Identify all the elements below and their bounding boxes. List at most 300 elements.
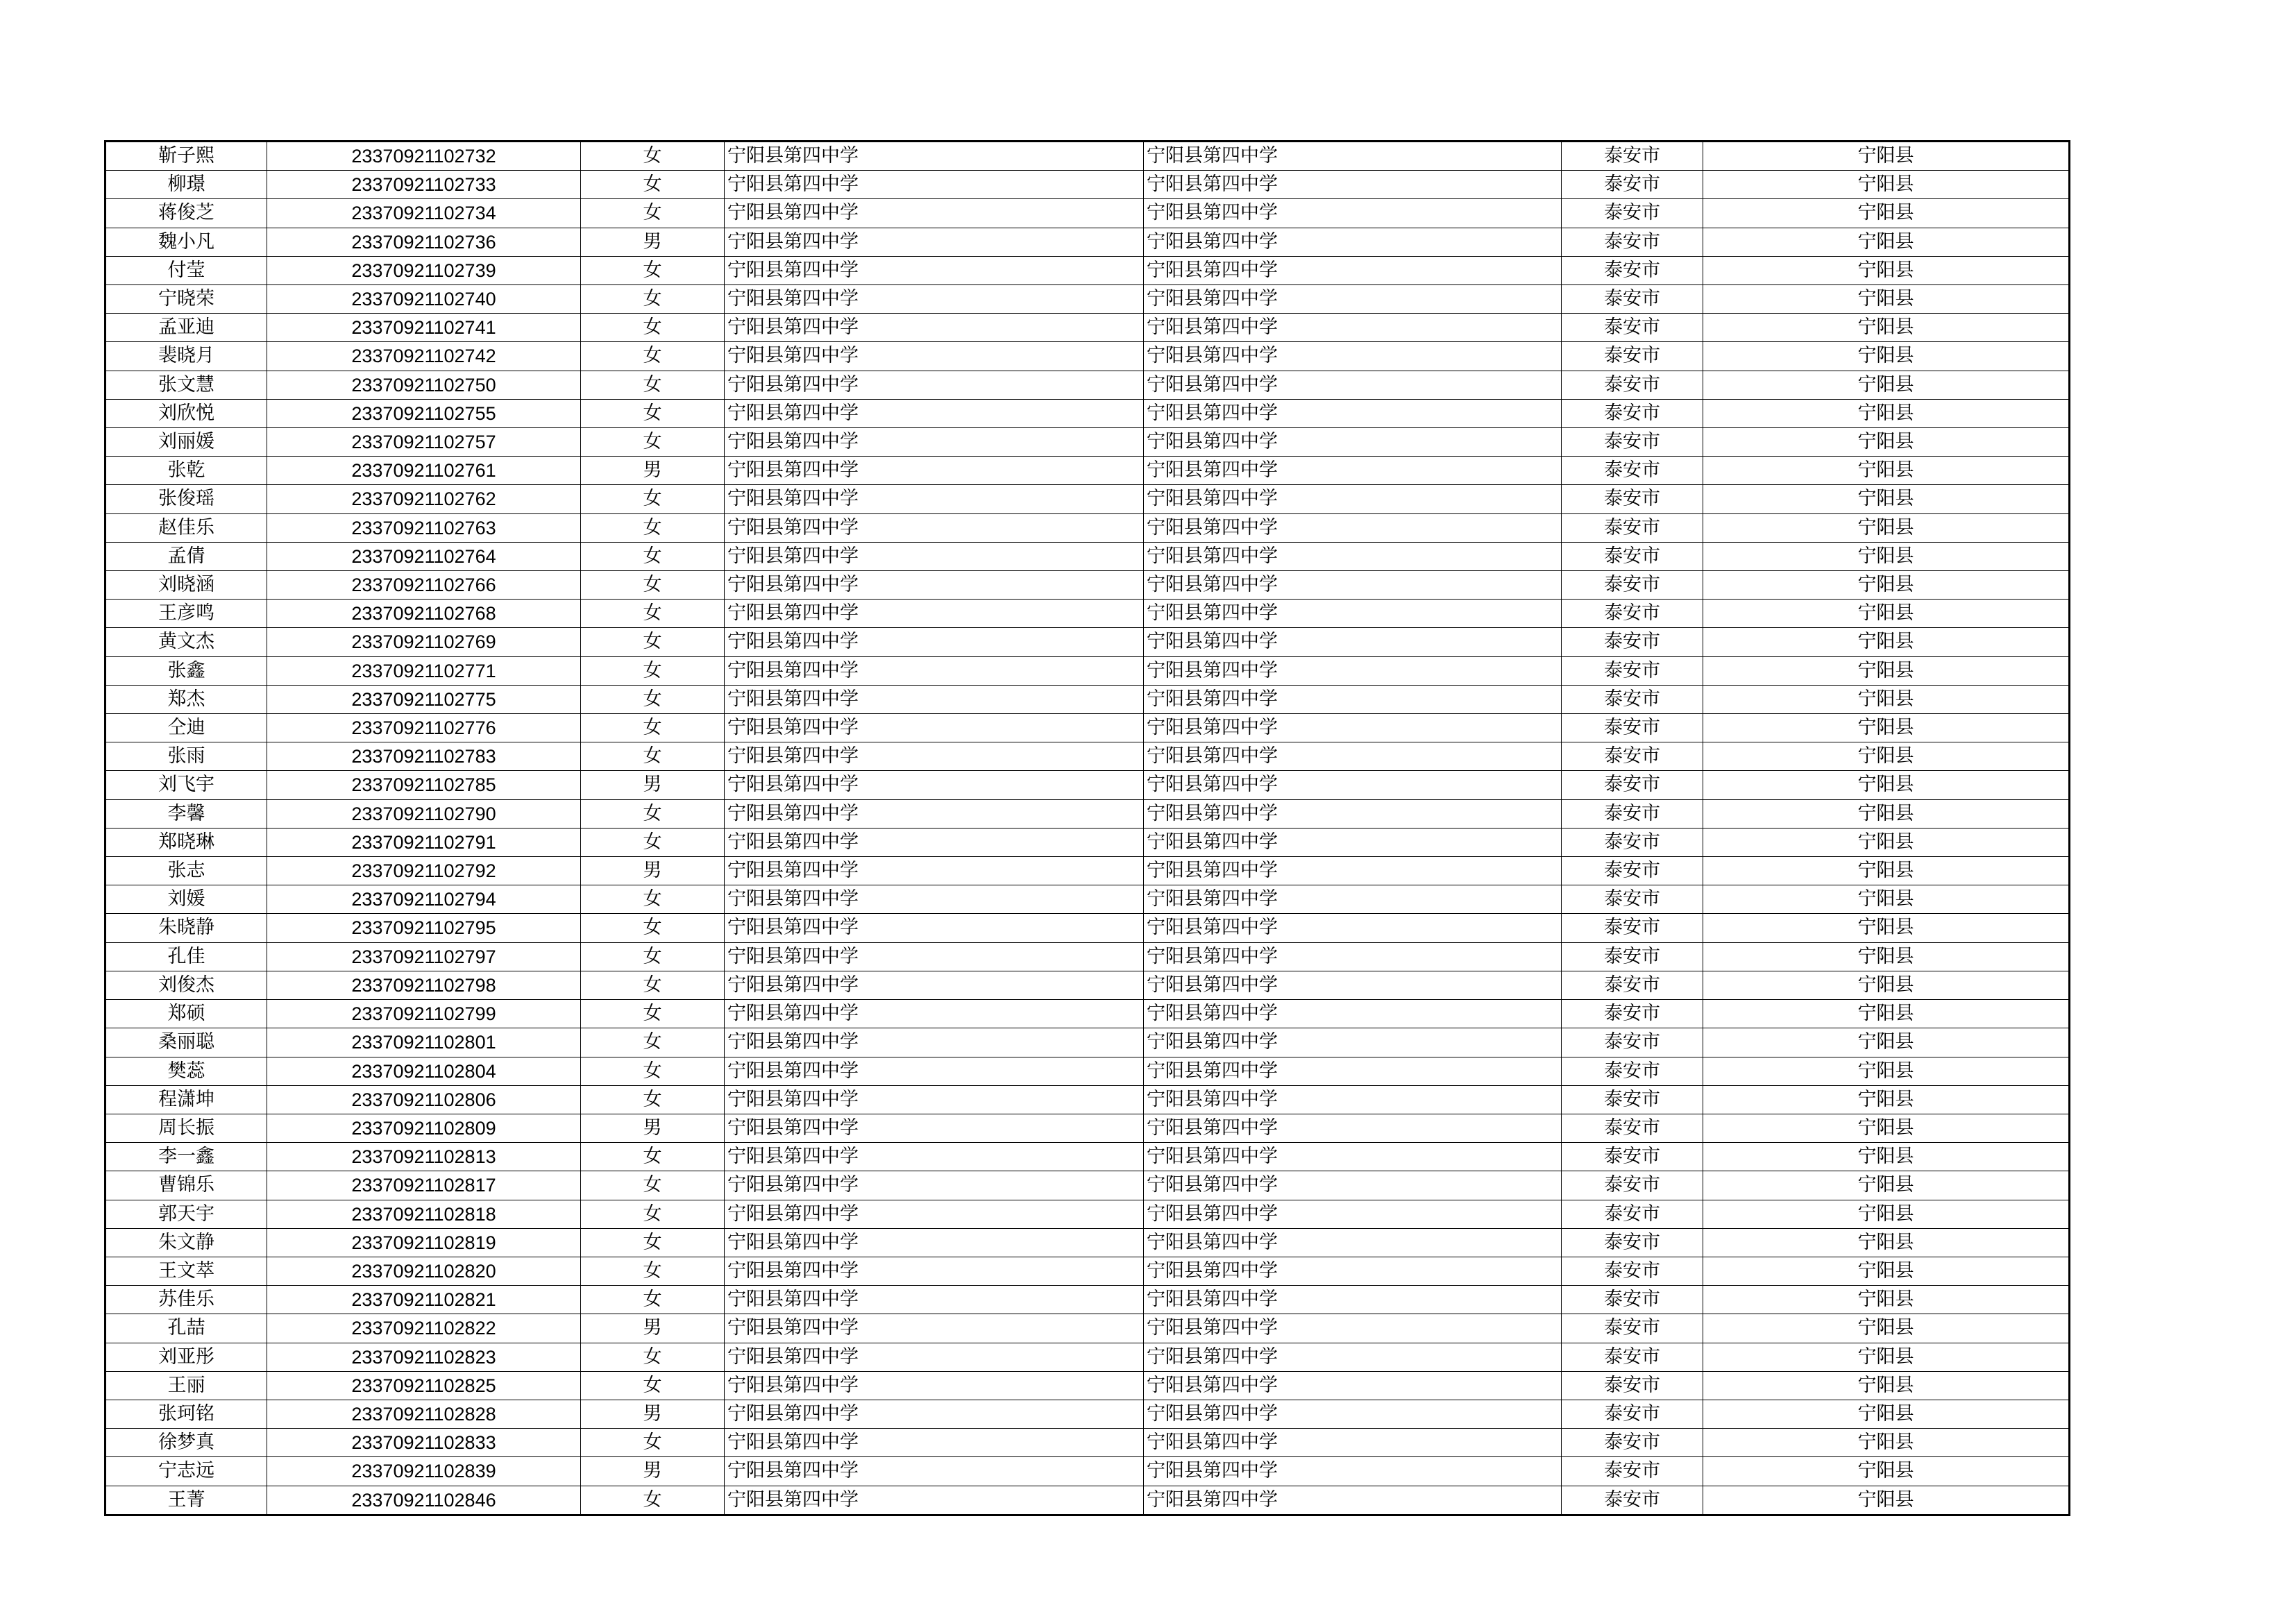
exam-id-cell: 23370921102804 [267,1057,581,1085]
gender-cell: 男 [581,857,725,885]
school-cell: 宁阳县第四中学 [725,571,1144,600]
table-row [105,1000,2070,1028]
table-row [105,457,2070,485]
city-cell: 泰安市 [1562,228,1703,256]
exam-id-cell: 23370921102739 [267,256,581,284]
gender-cell: 女 [581,1257,725,1285]
table-row [105,513,2070,542]
county-cell: 宁阳县 [1703,1000,2070,1028]
student-name-cell: 张鑫 [105,656,267,685]
city-cell: 泰安市 [1562,171,1703,199]
student-name-cell: 张雨 [105,742,267,771]
gender-cell: 女 [581,199,725,228]
table-row [105,1343,2070,1371]
school-cell: 宁阳县第四中学 [725,1257,1144,1285]
exam-id-cell: 23370921102764 [267,542,581,570]
school-cell: 宁阳县第四中学 [725,914,1144,942]
student-name-cell: 宁志远 [105,1457,267,1486]
table-row [105,1143,2070,1171]
exam-site-cell: 宁阳县第四中学 [1144,1486,1562,1515]
student-name-cell: 张文慧 [105,371,267,399]
county-cell: 宁阳县 [1703,199,2070,228]
exam-site-cell: 宁阳县第四中学 [1144,1400,1562,1428]
table-row [105,942,2070,971]
exam-site-cell: 宁阳县第四中学 [1144,1200,1562,1228]
gender-cell: 女 [581,1486,725,1515]
exam-id-cell: 23370921102771 [267,656,581,685]
city-cell: 泰安市 [1562,1457,1703,1486]
gender-cell: 女 [581,628,725,656]
city-cell: 泰安市 [1562,742,1703,771]
gender-cell: 女 [581,256,725,284]
county-cell: 宁阳县 [1703,1371,2070,1400]
city-cell: 泰安市 [1562,685,1703,713]
exam-id-cell: 23370921102790 [267,799,581,828]
exam-id-cell: 23370921102792 [267,857,581,885]
school-cell: 宁阳县第四中学 [725,1429,1144,1457]
city-cell: 泰安市 [1562,1028,1703,1057]
gender-cell: 女 [581,600,725,628]
exam-site-cell: 宁阳县第四中学 [1144,171,1562,199]
city-cell: 泰安市 [1562,1000,1703,1028]
gender-cell: 女 [581,1085,725,1114]
table-row [105,828,2070,856]
student-name-cell: 郑杰 [105,685,267,713]
student-name-cell: 张志 [105,857,267,885]
exam-site-cell: 宁阳县第四中学 [1144,513,1562,542]
exam-site-cell: 宁阳县第四中学 [1144,1343,1562,1371]
table-row [105,285,2070,314]
city-cell: 泰安市 [1562,1486,1703,1515]
gender-cell: 女 [581,142,725,171]
table-row [105,971,2070,999]
exam-id-cell: 23370921102733 [267,171,581,199]
county-cell: 宁阳县 [1703,1343,2070,1371]
table-row [105,1200,2070,1228]
exam-id-cell: 23370921102809 [267,1114,581,1142]
student-name-cell: 王丽 [105,1371,267,1400]
exam-site-cell: 宁阳县第四中学 [1144,1429,1562,1457]
exam-site-cell: 宁阳县第四中学 [1144,228,1562,256]
table-row [105,199,2070,228]
exam-site-cell: 宁阳县第四中学 [1144,342,1562,371]
roster-body [105,142,2070,1515]
table-row [105,685,2070,713]
exam-id-cell: 23370921102740 [267,285,581,314]
city-cell: 泰安市 [1562,628,1703,656]
table-row [105,742,2070,771]
school-cell: 宁阳县第四中学 [725,1085,1144,1114]
table-row [105,1057,2070,1085]
exam-id-cell: 23370921102821 [267,1286,581,1314]
gender-cell: 女 [581,1343,725,1371]
exam-site-cell: 宁阳县第四中学 [1144,199,1562,228]
county-cell: 宁阳县 [1703,1143,2070,1171]
city-cell: 泰安市 [1562,914,1703,942]
table-row [105,1486,2070,1515]
city-cell: 泰安市 [1562,571,1703,600]
city-cell: 泰安市 [1562,885,1703,914]
exam-id-cell: 23370921102757 [267,428,581,457]
gender-cell: 女 [581,314,725,342]
county-cell: 宁阳县 [1703,628,2070,656]
city-cell: 泰安市 [1562,485,1703,513]
school-cell: 宁阳县第四中学 [725,199,1144,228]
exam-id-cell: 23370921102817 [267,1171,581,1200]
county-cell: 宁阳县 [1703,256,2070,284]
table-row [105,399,2070,427]
exam-site-cell: 宁阳县第四中学 [1144,799,1562,828]
county-cell: 宁阳县 [1703,857,2070,885]
table-row [105,314,2070,342]
exam-site-cell: 宁阳县第四中学 [1144,1057,1562,1085]
exam-id-cell: 23370921102795 [267,914,581,942]
table-row [105,600,2070,628]
county-cell: 宁阳县 [1703,1171,2070,1200]
student-name-cell: 桑丽聪 [105,1028,267,1057]
city-cell: 泰安市 [1562,1343,1703,1371]
exam-id-cell: 23370921102794 [267,885,581,914]
student-name-cell: 刘丽媛 [105,428,267,457]
county-cell: 宁阳县 [1703,342,2070,371]
county-cell: 宁阳县 [1703,228,2070,256]
gender-cell: 女 [581,685,725,713]
student-name-cell: 郭天宇 [105,1200,267,1228]
gender-cell: 女 [581,1171,725,1200]
gender-cell: 女 [581,1200,725,1228]
table-row [105,1429,2070,1457]
gender-cell: 女 [581,571,725,600]
student-name-cell: 王文萃 [105,1257,267,1285]
city-cell: 泰安市 [1562,1085,1703,1114]
table-row [105,485,2070,513]
exam-id-cell: 23370921102823 [267,1343,581,1371]
exam-id-cell: 23370921102761 [267,457,581,485]
county-cell: 宁阳县 [1703,171,2070,199]
county-cell: 宁阳县 [1703,771,2070,799]
county-cell: 宁阳县 [1703,799,2070,828]
city-cell: 泰安市 [1562,1200,1703,1228]
gender-cell: 女 [581,1028,725,1057]
city-cell: 泰安市 [1562,142,1703,171]
student-name-cell: 程潇坤 [105,1085,267,1114]
school-cell: 宁阳县第四中学 [725,971,1144,999]
gender-cell: 男 [581,1400,725,1428]
county-cell: 宁阳县 [1703,1114,2070,1142]
exam-id-cell: 23370921102820 [267,1257,581,1285]
county-cell: 宁阳县 [1703,542,2070,570]
exam-id-cell: 23370921102762 [267,485,581,513]
school-cell: 宁阳县第四中学 [725,1371,1144,1400]
student-name-cell: 蒋俊芝 [105,199,267,228]
exam-site-cell: 宁阳县第四中学 [1144,857,1562,885]
county-cell: 宁阳县 [1703,714,2070,742]
table-row [105,171,2070,199]
school-cell: 宁阳县第四中学 [725,1143,1144,1171]
city-cell: 泰安市 [1562,1228,1703,1257]
exam-id-cell: 23370921102768 [267,600,581,628]
student-name-cell: 宁晓荣 [105,285,267,314]
student-name-cell: 靳子熙 [105,142,267,171]
exam-site-cell: 宁阳县第四中学 [1144,685,1562,713]
exam-site-cell: 宁阳县第四中学 [1144,656,1562,685]
county-cell: 宁阳县 [1703,457,2070,485]
school-cell: 宁阳县第四中学 [725,1114,1144,1142]
table-row [105,1114,2070,1142]
student-name-cell: 周长振 [105,1114,267,1142]
city-cell: 泰安市 [1562,1057,1703,1085]
gender-cell: 女 [581,428,725,457]
exam-id-cell: 23370921102818 [267,1200,581,1228]
exam-site-cell: 宁阳县第四中学 [1144,600,1562,628]
exam-site-cell: 宁阳县第四中学 [1144,1371,1562,1400]
county-cell: 宁阳县 [1703,1314,2070,1343]
gender-cell: 女 [581,799,725,828]
exam-site-cell: 宁阳县第四中学 [1144,942,1562,971]
exam-id-cell: 23370921102766 [267,571,581,600]
student-name-cell: 曹锦乐 [105,1171,267,1200]
exam-id-cell: 23370921102755 [267,399,581,427]
gender-cell: 女 [581,171,725,199]
student-name-cell: 王彦鸣 [105,600,267,628]
table-row [105,771,2070,799]
student-name-cell: 徐梦真 [105,1429,267,1457]
gender-cell: 女 [581,1000,725,1028]
table-row [105,1457,2070,1486]
table-row [105,1400,2070,1428]
county-cell: 宁阳县 [1703,1257,2070,1285]
school-cell: 宁阳县第四中学 [725,1171,1144,1200]
exam-site-cell: 宁阳县第四中学 [1144,1457,1562,1486]
school-cell: 宁阳县第四中学 [725,828,1144,856]
county-cell: 宁阳县 [1703,571,2070,600]
school-cell: 宁阳县第四中学 [725,942,1144,971]
city-cell: 泰安市 [1562,399,1703,427]
student-name-cell: 王菁 [105,1486,267,1515]
exam-site-cell: 宁阳县第四中学 [1144,1286,1562,1314]
exam-id-cell: 23370921102775 [267,685,581,713]
exam-id-cell: 23370921102750 [267,371,581,399]
county-cell: 宁阳县 [1703,285,2070,314]
school-cell: 宁阳县第四中学 [725,857,1144,885]
exam-site-cell: 宁阳县第四中学 [1144,1085,1562,1114]
exam-site-cell: 宁阳县第四中学 [1144,1114,1562,1142]
student-name-cell: 朱文静 [105,1228,267,1257]
student-name-cell: 刘晓涵 [105,571,267,600]
exam-id-cell: 23370921102797 [267,942,581,971]
exam-id-cell: 23370921102734 [267,199,581,228]
table-row [105,656,2070,685]
city-cell: 泰安市 [1562,714,1703,742]
gender-cell: 女 [581,656,725,685]
school-cell: 宁阳县第四中学 [725,799,1144,828]
student-name-cell: 张俊瑶 [105,485,267,513]
county-cell: 宁阳县 [1703,885,2070,914]
school-cell: 宁阳县第四中学 [725,1286,1144,1314]
exam-site-cell: 宁阳县第四中学 [1144,1257,1562,1285]
city-cell: 泰安市 [1562,428,1703,457]
student-name-cell: 刘亚彤 [105,1343,267,1371]
city-cell: 泰安市 [1562,1143,1703,1171]
county-cell: 宁阳县 [1703,142,2070,171]
school-cell: 宁阳县第四中学 [725,742,1144,771]
school-cell: 宁阳县第四中学 [725,600,1144,628]
table-row [105,1257,2070,1285]
school-cell: 宁阳县第四中学 [725,1486,1144,1515]
county-cell: 宁阳县 [1703,1200,2070,1228]
table-row [105,1228,2070,1257]
table-row [105,799,2070,828]
city-cell: 泰安市 [1562,1400,1703,1428]
exam-id-cell: 23370921102732 [267,142,581,171]
county-cell: 宁阳县 [1703,1286,2070,1314]
exam-site-cell: 宁阳县第四中学 [1144,371,1562,399]
city-cell: 泰安市 [1562,828,1703,856]
county-cell: 宁阳县 [1703,1486,2070,1515]
county-cell: 宁阳县 [1703,1085,2070,1114]
exam-site-cell: 宁阳县第四中学 [1144,399,1562,427]
exam-id-cell: 23370921102776 [267,714,581,742]
exam-site-cell: 宁阳县第四中学 [1144,828,1562,856]
gender-cell: 女 [581,542,725,570]
exam-id-cell: 23370921102833 [267,1429,581,1457]
gender-cell: 男 [581,457,725,485]
school-cell: 宁阳县第四中学 [725,656,1144,685]
table-row [105,342,2070,371]
student-name-cell: 孟亚迪 [105,314,267,342]
city-cell: 泰安市 [1562,656,1703,685]
exam-site-cell: 宁阳县第四中学 [1144,1028,1562,1057]
city-cell: 泰安市 [1562,256,1703,284]
gender-cell: 女 [581,485,725,513]
student-name-cell: 李馨 [105,799,267,828]
student-name-cell: 裴晓月 [105,342,267,371]
county-cell: 宁阳县 [1703,600,2070,628]
student-name-cell: 李一鑫 [105,1143,267,1171]
exam-site-cell: 宁阳县第四中学 [1144,428,1562,457]
school-cell: 宁阳县第四中学 [725,371,1144,399]
school-cell: 宁阳县第四中学 [725,228,1144,256]
student-name-cell: 张乾 [105,457,267,485]
gender-cell: 男 [581,1457,725,1486]
exam-id-cell: 23370921102825 [267,1371,581,1400]
exam-id-cell: 23370921102839 [267,1457,581,1486]
student-name-cell: 柳璟 [105,171,267,199]
gender-cell: 女 [581,742,725,771]
city-cell: 泰安市 [1562,1257,1703,1285]
county-cell: 宁阳县 [1703,1228,2070,1257]
school-cell: 宁阳县第四中学 [725,1000,1144,1028]
school-cell: 宁阳县第四中学 [725,428,1144,457]
school-cell: 宁阳县第四中学 [725,1200,1144,1228]
student-name-cell: 孔喆 [105,1314,267,1343]
exam-id-cell: 23370921102801 [267,1028,581,1057]
exam-id-cell: 23370921102822 [267,1314,581,1343]
county-cell: 宁阳县 [1703,942,2070,971]
exam-site-cell: 宁阳县第四中学 [1144,314,1562,342]
gender-cell: 男 [581,1114,725,1142]
table-row [105,256,2070,284]
exam-id-cell: 23370921102741 [267,314,581,342]
city-cell: 泰安市 [1562,199,1703,228]
table-row [105,142,2070,171]
city-cell: 泰安市 [1562,342,1703,371]
city-cell: 泰安市 [1562,971,1703,999]
exam-site-cell: 宁阳县第四中学 [1144,256,1562,284]
school-cell: 宁阳县第四中学 [725,771,1144,799]
county-cell: 宁阳县 [1703,1457,2070,1486]
gender-cell: 女 [581,971,725,999]
exam-id-cell: 23370921102791 [267,828,581,856]
exam-site-cell: 宁阳县第四中学 [1144,1314,1562,1343]
student-name-cell: 朱晓静 [105,914,267,942]
county-cell: 宁阳县 [1703,428,2070,457]
exam-site-cell: 宁阳县第四中学 [1144,971,1562,999]
student-name-cell: 孔佳 [105,942,267,971]
exam-id-cell: 23370921102819 [267,1228,581,1257]
exam-site-cell: 宁阳县第四中学 [1144,771,1562,799]
exam-site-cell: 宁阳县第四中学 [1144,885,1562,914]
city-cell: 泰安市 [1562,942,1703,971]
table-row [105,1314,2070,1343]
school-cell: 宁阳县第四中学 [725,628,1144,656]
gender-cell: 女 [581,942,725,971]
exam-site-cell: 宁阳县第四中学 [1144,1171,1562,1200]
county-cell: 宁阳县 [1703,1429,2070,1457]
exam-site-cell: 宁阳县第四中学 [1144,571,1562,600]
school-cell: 宁阳县第四中学 [725,485,1144,513]
gender-cell: 男 [581,1314,725,1343]
school-cell: 宁阳县第四中学 [725,399,1144,427]
table-row [105,857,2070,885]
city-cell: 泰安市 [1562,600,1703,628]
table-row [105,1085,2070,1114]
exam-id-cell: 23370921102798 [267,971,581,999]
gender-cell: 女 [581,1286,725,1314]
county-cell: 宁阳县 [1703,513,2070,542]
county-cell: 宁阳县 [1703,371,2070,399]
county-cell: 宁阳县 [1703,971,2070,999]
city-cell: 泰安市 [1562,799,1703,828]
table-row [105,228,2070,256]
exam-site-cell: 宁阳县第四中学 [1144,485,1562,513]
county-cell: 宁阳县 [1703,1057,2070,1085]
gender-cell: 女 [581,285,725,314]
county-cell: 宁阳县 [1703,685,2070,713]
city-cell: 泰安市 [1562,314,1703,342]
school-cell: 宁阳县第四中学 [725,714,1144,742]
exam-site-cell: 宁阳县第四中学 [1144,714,1562,742]
table-row [105,1028,2070,1057]
exam-id-cell: 23370921102813 [267,1143,581,1171]
city-cell: 泰安市 [1562,1429,1703,1457]
exam-id-cell: 23370921102742 [267,342,581,371]
exam-site-cell: 宁阳县第四中学 [1144,285,1562,314]
city-cell: 泰安市 [1562,1286,1703,1314]
school-cell: 宁阳县第四中学 [725,342,1144,371]
school-cell: 宁阳县第四中学 [725,1343,1144,1371]
school-cell: 宁阳县第四中学 [725,1314,1144,1343]
exam-id-cell: 23370921102769 [267,628,581,656]
student-name-cell: 郑硕 [105,1000,267,1028]
gender-cell: 男 [581,228,725,256]
exam-site-cell: 宁阳县第四中学 [1144,142,1562,171]
student-name-cell: 付莹 [105,256,267,284]
exam-site-cell: 宁阳县第四中学 [1144,1143,1562,1171]
city-cell: 泰安市 [1562,1371,1703,1400]
exam-id-cell: 23370921102799 [267,1000,581,1028]
school-cell: 宁阳县第四中学 [725,1028,1144,1057]
